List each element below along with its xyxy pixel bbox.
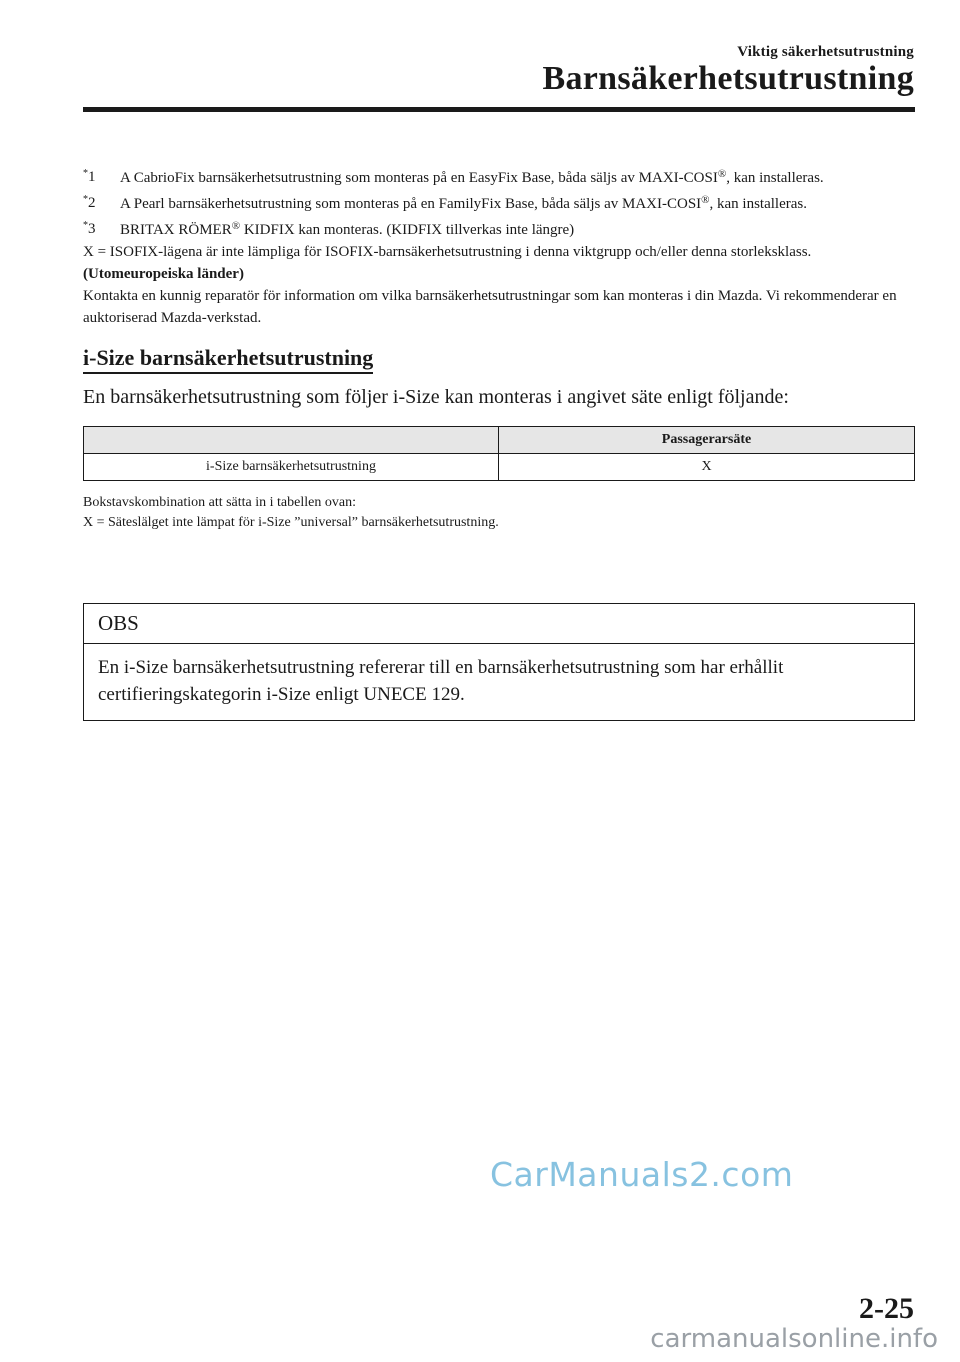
table-cell: X — [499, 454, 915, 481]
obs-text: En i-Size barnsäkerhetsutrustning refererar till en barnsäkerhetsutrustning som har erhållit certifieringskategorin i-Size enligt UNECE 129. — [98, 657, 784, 705]
header-rule — [83, 107, 915, 112]
footer-watermark: carmanualsonline.info — [650, 1324, 938, 1354]
footnote-1: *1 A CabrioFix barnsäkerhetsutrustning som monteras på en EasyFix Base, båda säljs av MAXI-COSI®, kan installeras. — [83, 168, 824, 186]
page-number: 2-25 — [859, 1292, 914, 1325]
table-cell: i-Size barnsäkerhetsutrustning — [84, 454, 499, 481]
section-label: Viktig säkerhetsutrustning — [737, 44, 914, 60]
table-header-cell — [84, 427, 499, 454]
isize-intro: En barnsäkerhetsutrustning som följer i-Size kan monteras i angivet säte enligt följande: — [83, 386, 789, 408]
table-header-row — [84, 427, 915, 454]
main-content — [83, 163, 915, 533]
obs-note-box — [83, 603, 915, 721]
non-europe-title: (Utomeuropeiska länder) — [83, 266, 244, 282]
legend-x: X = Säteslälget inte lämpat för i-Size ”universal” barnsäkerhetsutrustning. — [83, 515, 499, 530]
isize-heading: i-Size barnsäkerhetsutrustning — [83, 345, 373, 374]
table-row — [84, 454, 915, 481]
legend-title: Bokstavskombination att sätta in i tabellen ovan: — [83, 495, 356, 510]
obs-title: OBS — [84, 604, 914, 644]
footnote-2: *2 A Pearl barnsäkerhetsutrustning som monteras på en FamilyFix Base, båda säljs av MAXI-COSI®, kan installeras. — [83, 194, 807, 212]
non-europe-text: Kontakta en kunnig reparatör för information om vilka barnsäkerhetsutrustningar som kan monteras i din Mazda. Vi rekommenderar en auktoriserad Mazda-verkstad. — [83, 288, 897, 326]
table-legend — [83, 493, 915, 533]
isofix-note: X = ISOFIX-lägena är inte lämpliga för ISOFIX-barnsäkerhetsutrustning i denna viktgrupp och/eller denna storleksklass. — [83, 244, 812, 260]
chapter-title: Barnsäkerhetsutrustning — [542, 60, 914, 97]
table-header-cell: Passagerarsäte — [499, 427, 915, 454]
isize-table — [83, 426, 915, 481]
footnote-3: *3 BRITAX RÖMER® KIDFIX kan monteras. (KIDFIX tillverkas inte längre) — [83, 220, 575, 238]
watermark: CarManuals2.com — [490, 1155, 794, 1194]
